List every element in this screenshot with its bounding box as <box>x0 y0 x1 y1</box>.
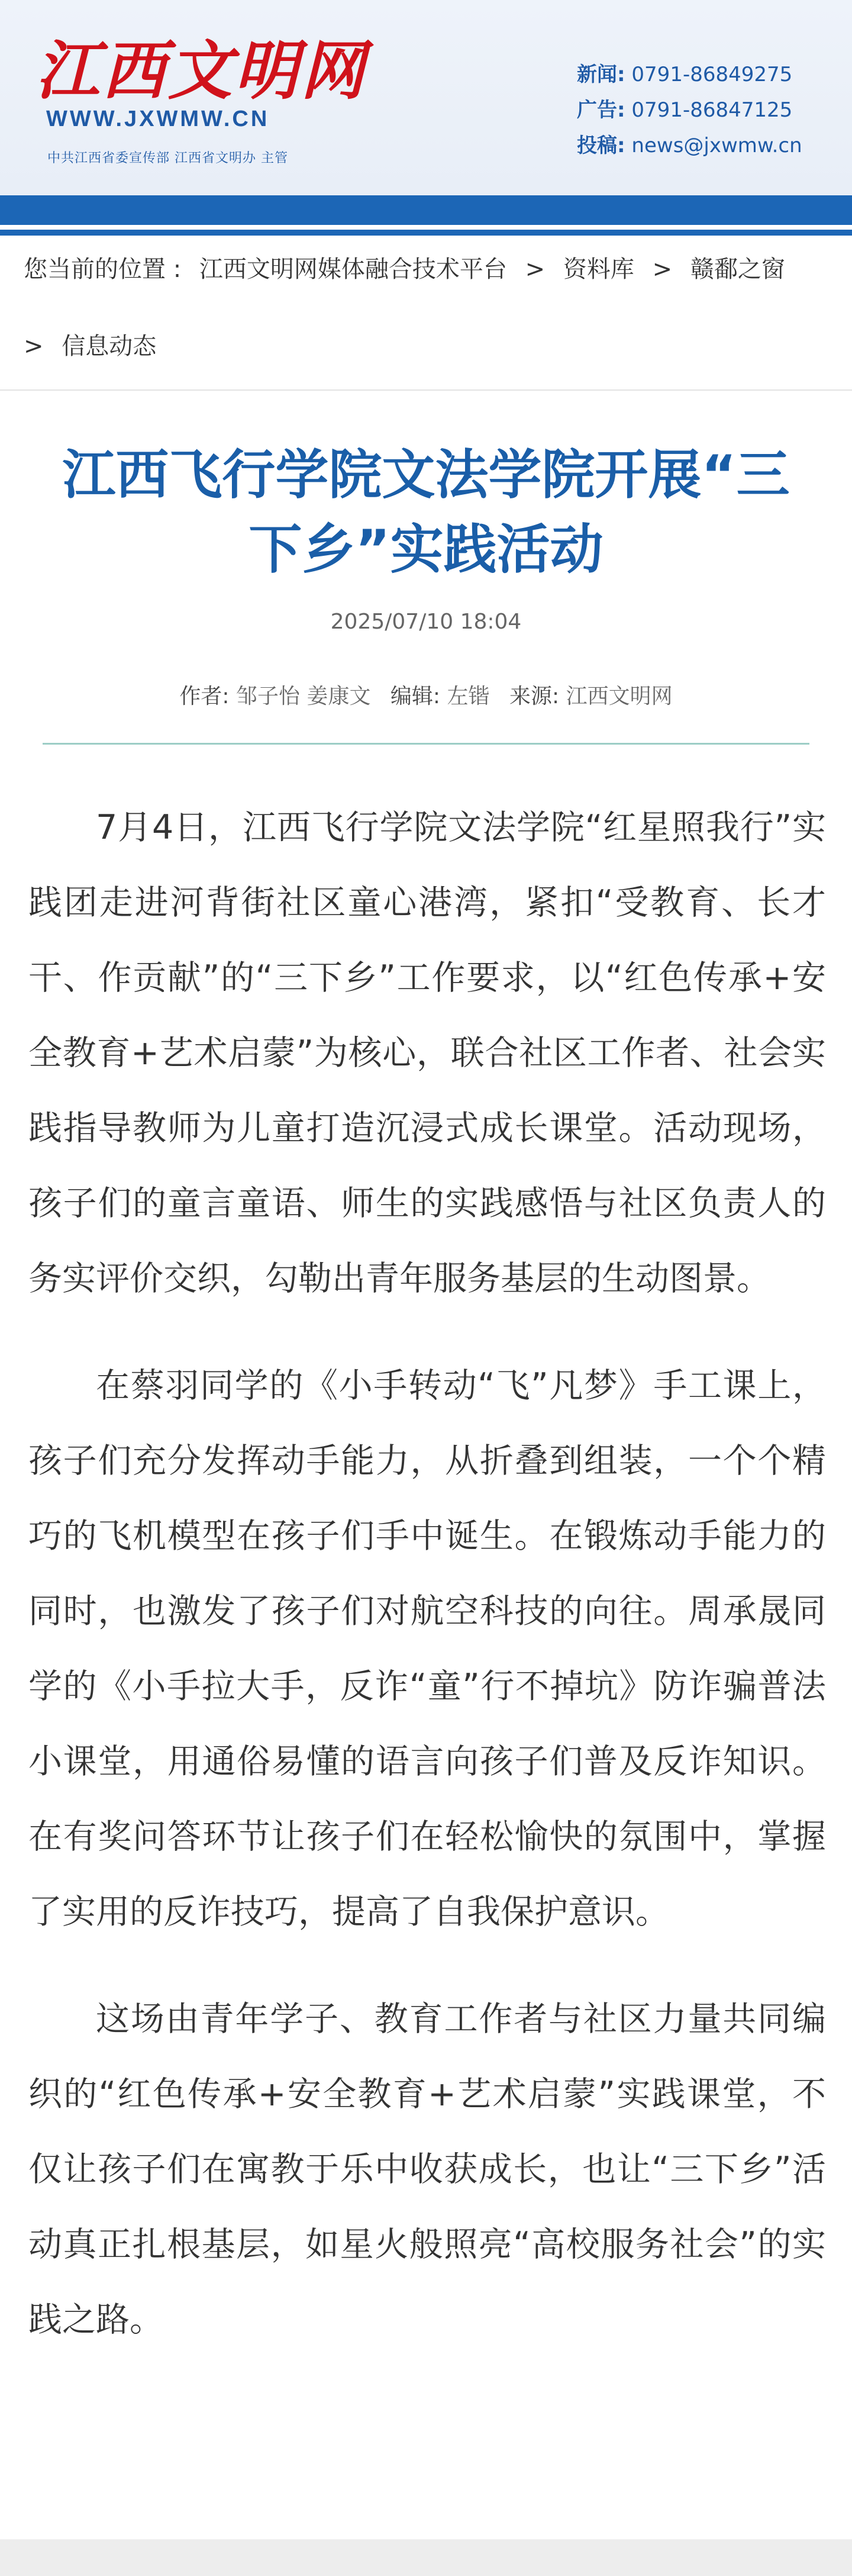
contact-submit-label: 投稿: <box>577 134 625 157</box>
source-label: 来源: <box>509 684 560 709</box>
logo-url: WWW.JXWMW.CN <box>46 107 270 131</box>
breadcrumb-line-2 <box>24 326 156 367</box>
article-content <box>28 790 826 2390</box>
breadcrumb-separator: > <box>525 256 546 283</box>
article-paragraph: 这场由青年学子、教育工作者与社区力量共同编织的“红色传承+安全教育+艺术启蒙”实践课堂，不仅让孩子们在寓教于乐中收获成长，也让“三下乡”活动真正扎根基层，如星火般照亮“高校服务社会”的实践之路。 <box>28 1999 826 2339</box>
breadcrumb-item-library[interactable]: 资料库 <box>563 256 634 283</box>
source-value: 江西文明网 <box>566 684 673 709</box>
article-paragraph: 7月4日，江西飞行学院文法学院“红星照我行”实践团走进河背街社区童心港湾，紧扣“受教育、长才干、作贡献”的“三下乡”工作要求，以“红色传承+安全教育+艺术启蒙”为核心，联合社区工作者、社会实践指导教师为儿童打造沉浸式成长课堂。活动现场，孩子们的童言童语、师生的实践感悟与社区负责人的务实评价交织，勾勒出青年服务基层的生动图景。 <box>28 808 826 1298</box>
site-header <box>0 0 852 195</box>
author-value: 邹子怡 姜康文 <box>236 684 371 709</box>
breadcrumb-prefix: 您当前的位置 : <box>24 256 182 283</box>
breadcrumb-separator: > <box>652 256 673 283</box>
contact-info <box>577 57 837 163</box>
contact-submit-value[interactable]: news@jxwmw.cn <box>631 134 802 157</box>
footer-strip <box>0 2539 852 2576</box>
contact-submit <box>577 128 837 163</box>
breadcrumb <box>0 236 852 391</box>
contact-ads <box>577 92 837 128</box>
header-blue-bar <box>0 195 852 225</box>
article-date: 2025/07/10 18:04 <box>330 610 522 634</box>
header-thin-bar <box>0 230 852 236</box>
breadcrumb-item-platform[interactable]: 江西文明网媒体融合技术平台 <box>199 256 507 283</box>
logo-text: 江西文明网 <box>36 34 367 108</box>
breadcrumb-separator: > <box>24 333 44 360</box>
logo-sponsor: 中共江西省委宣传部 江西省文明办 主管 <box>47 151 288 166</box>
breadcrumb-divider <box>0 389 852 391</box>
title-divider <box>43 743 809 745</box>
editor-label: 编辑: <box>390 684 441 709</box>
contact-news-value: 0791-86849275 <box>631 63 793 86</box>
contact-news-label: 新闻: <box>577 63 625 86</box>
contact-news <box>577 57 837 92</box>
site-logo[interactable] <box>36 30 367 172</box>
author-label: 作者: <box>179 684 230 709</box>
article-paragraph: 在蔡羽同学的《小手转动“飞”凡梦》手工课上，孩子们充分发挥动手能力，从折叠到组装，一个个精巧的飞机模型在孩子们手中诞生。在锻炼动手能力的同时，也激发了孩子们对航空科技的向往。周承晟同学的《小手拉大手，反诈“童”行不掉坑》防诈骗普法小课堂，用通俗易懂的语言向孩子们普及反诈知识。在有奖问答环节让孩子们在轻松愉快的氛围中，掌握了实用的反诈技巧，提高了自我保护意识。 <box>28 1366 826 1931</box>
header-bar-gap <box>0 225 852 230</box>
breadcrumb-item-news[interactable]: 信息动态 <box>62 333 157 360</box>
contact-ads-label: 广告: <box>577 98 625 122</box>
breadcrumb-line-1 <box>24 249 785 290</box>
contact-ads-value: 0791-86847125 <box>631 98 793 122</box>
article-title: 江西飞行学院文法学院开展“三下乡”实践活动 <box>62 444 790 581</box>
breadcrumb-item-window[interactable]: 赣鄱之窗 <box>690 256 785 283</box>
editor-value: 左锴 <box>447 684 490 709</box>
article-meta <box>0 680 852 710</box>
